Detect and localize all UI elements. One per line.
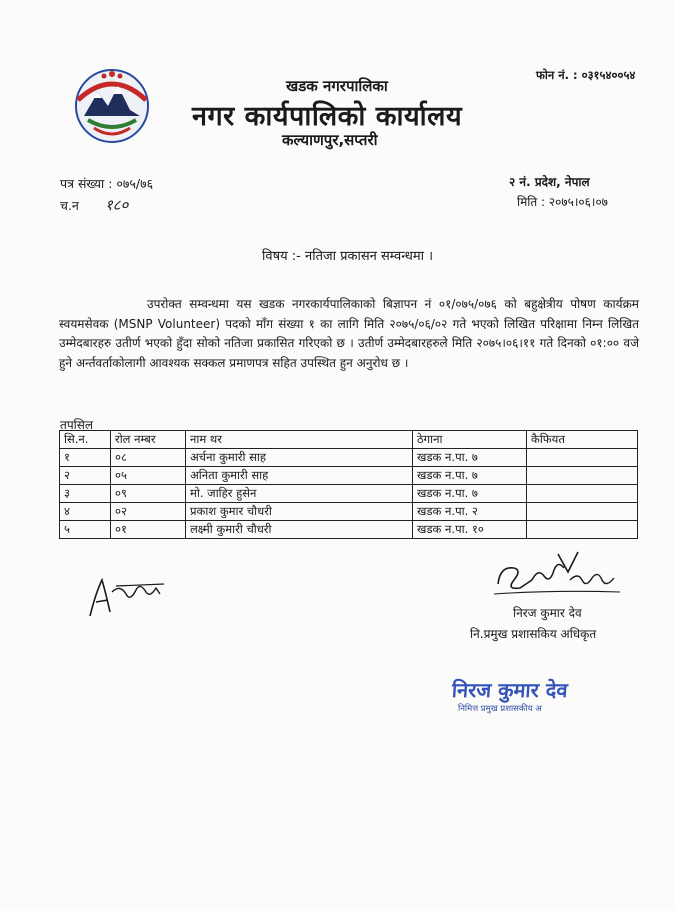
cell-serial: ४ (60, 503, 111, 521)
body-paragraph: उपरोक्त सम्वन्धमा यस खडक नगरकार्यपालिकाको बिज्ञापन नं ०१/०७५/०७६ को बहुक्षेत्रीय पोषण कार्यक्रम स्वयमसेवक (MSNP Volunteer) पदको माँग संख्या १ का लागि मिति २०७५/०६/०२ गते भएको लिखित परिक्षामा निम्न लिखित उम्मेदबारहरु उतीर्ण भएको हुँदा सोको नतिजा प्रकासित गरिएको छ । उतीर्ण उम्मेदबारहरुले मिति २०७५।०६।११ गते दिनको ०१:०० वजे हुने अर्न्तवर्ताकोलागी आवश्यक सक्कल प्रमाणपत्र सहित उपस्थित हुन अनुरोध छ । (59, 297, 639, 370)
cell-roll: ०५ (111, 467, 186, 485)
province: २ नं. प्रदेश, नेपाल (509, 175, 590, 189)
cell-name: मो. जाहिर हुसेन (186, 485, 413, 503)
cell-roll: ०९ (111, 485, 186, 503)
header-roll: रोल नम्बर (111, 431, 186, 449)
cell-roll: ०१ (111, 521, 186, 539)
signatory-signature (492, 550, 624, 600)
header-address: ठेगाना (413, 431, 527, 449)
header-remarks: कैफियत (527, 431, 638, 449)
stamp-title: निमित्त प्रमुख प्रशासकीय अ (458, 704, 542, 714)
cell-remarks (527, 521, 638, 539)
cell-remarks (527, 467, 638, 485)
cell-remarks (527, 485, 638, 503)
table-row (60, 485, 638, 503)
cell-name: अर्चना कुमारी साह (186, 449, 413, 467)
cell-serial: ३ (60, 485, 111, 503)
cell-name: प्रकाश कुमार चौधरी (186, 503, 413, 521)
signatory-title: नि.प्रमुख प्रशासकिय अधिकृत (470, 627, 597, 641)
header-name: नाम थर (186, 431, 413, 449)
results-table (59, 430, 638, 539)
cell-roll: ०८ (111, 449, 186, 467)
reference-number: पत्र संख्या : ०७५/७६ (60, 176, 154, 191)
dispatch-value: १८० (104, 196, 129, 214)
cell-name: लक्ष्मी कुमारी चौधरी (186, 521, 413, 539)
signatory-name: निरज कुमार देव (513, 606, 582, 620)
municipality-name: खडक नगरपालिका (286, 77, 388, 95)
dispatch-number (60, 195, 128, 215)
cell-name: अनिता कुमारी साह (186, 467, 413, 485)
handwritten-initial-signature (86, 572, 168, 620)
subject-line: विषय :- नतिजा प्रकासन सम्वन्धमा । (262, 249, 434, 264)
table-row (60, 521, 638, 539)
name-stamp (444, 676, 604, 720)
letter-date: मिति : २०७५।०६।०७ (517, 195, 608, 209)
cell-serial: २ (60, 467, 111, 485)
cell-address: खडक न.पा. ७ (413, 449, 527, 467)
cell-address: खडक न.पा. ७ (413, 467, 527, 485)
cell-address: खडक न.पा. ७ (413, 485, 527, 503)
table-row (60, 467, 638, 485)
office-address: कल्याणपुर,सप्तरी (282, 131, 378, 149)
nepal-emblem-icon (68, 60, 156, 148)
phone-number: फोन नं. : ०३१५४००५४ (536, 68, 636, 82)
stamp-name: निरज कुमार देव (451, 678, 569, 702)
details-label: तपसिल (60, 418, 94, 432)
header-serial: सि.न. (60, 431, 111, 449)
cell-roll: ०२ (111, 503, 186, 521)
cell-serial: ५ (60, 521, 111, 539)
cell-serial: १ (60, 449, 111, 467)
cell-address: खडक न.पा. १० (413, 521, 527, 539)
letter-body (59, 295, 639, 373)
cell-remarks (527, 503, 638, 521)
office-name: नगर कार्यपालिको कार्यालय (192, 101, 463, 132)
cell-remarks (527, 449, 638, 467)
cell-address: खडक न.पा. २ (413, 503, 527, 521)
table-row (60, 449, 638, 467)
table-row (60, 503, 638, 521)
dispatch-label: च.न (60, 198, 79, 213)
table-header-row (60, 431, 638, 449)
